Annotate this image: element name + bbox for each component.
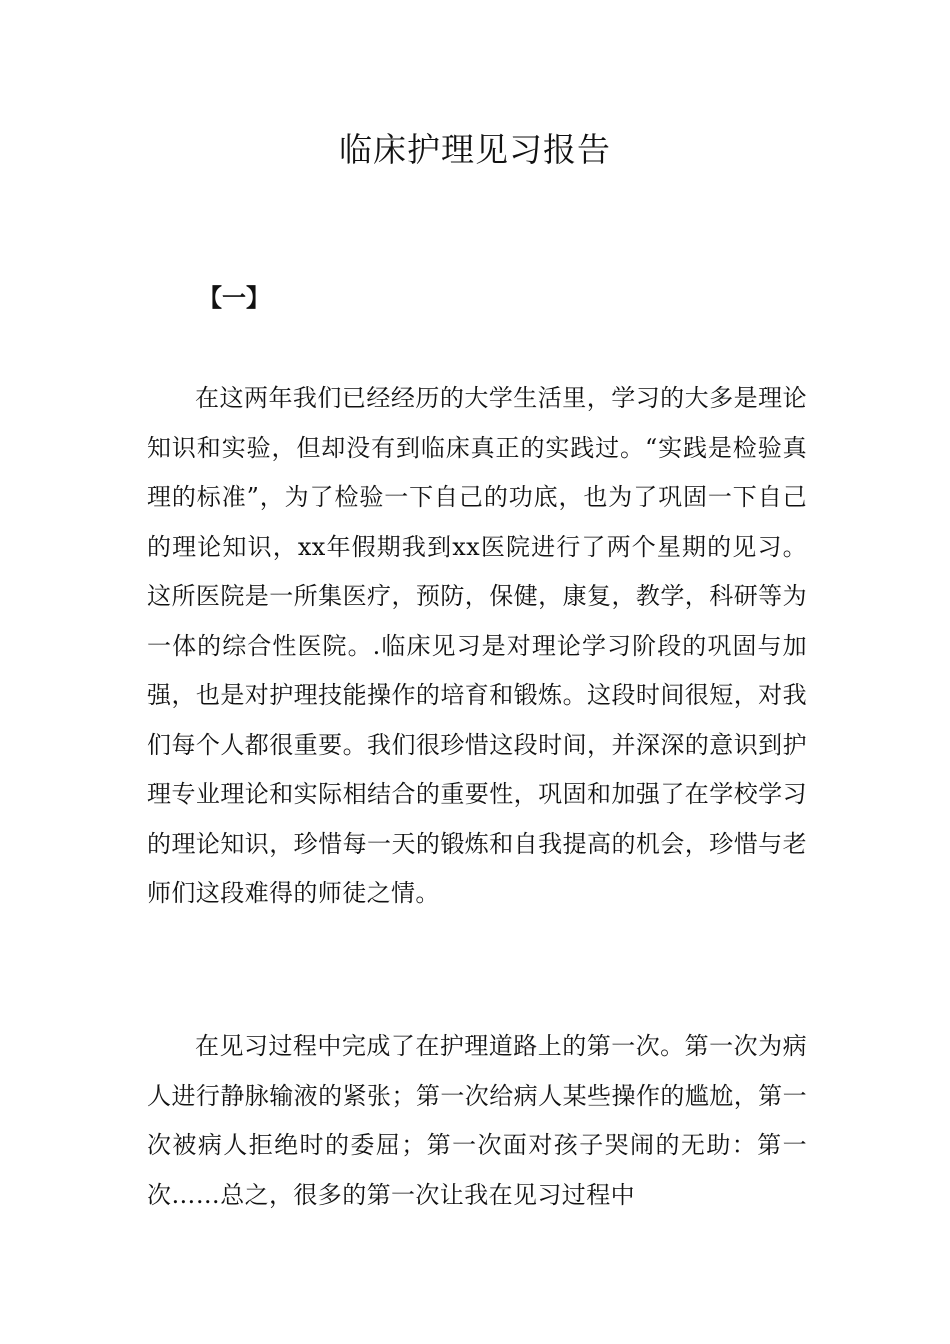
section-heading: 【一】 bbox=[198, 283, 270, 312]
document-title: 临床护理见习报告 bbox=[339, 130, 611, 169]
body-paragraph: 在见习过程中完成了在护理道路上的第一次。第一次为病人进行静脉输液的紧张；第一次给病人某些操作的尴尬，第一次被病人拒绝时的委屈；第一次面对孩子哭闹的无助：第一次……总之，很多的第一次让我在见习过程中 bbox=[147, 1032, 807, 1209]
body-paragraph: 在这两年我们已经经历的大学生活里，学习的大多是理论知识和实验，但却没有到临床真正的实践过。“实践是检验真理的标准”，为了检验一下自己的功底，也为了巩固一下自己的理论知识，xx年假期我到xx医院进行了两个星期的见习。这所医院是一所集医疗，预防，保健，康复，教学，科研等为一体的综合性医院。.临床见习是对理论学习阶段的巩固与加强，也是对护理技能操作的培育和锻炼。这段时间很短，对我们每个人都很重要。我们很珍惜这段时间，并深深的意识到护理专业理论和实际相结合的重要性，巩固和加强了在学校学习的理论知识，珍惜每一天的锻炼和自我提高的机会，珍惜与老师们这段难得的师徒之情。 bbox=[147, 384, 807, 907]
